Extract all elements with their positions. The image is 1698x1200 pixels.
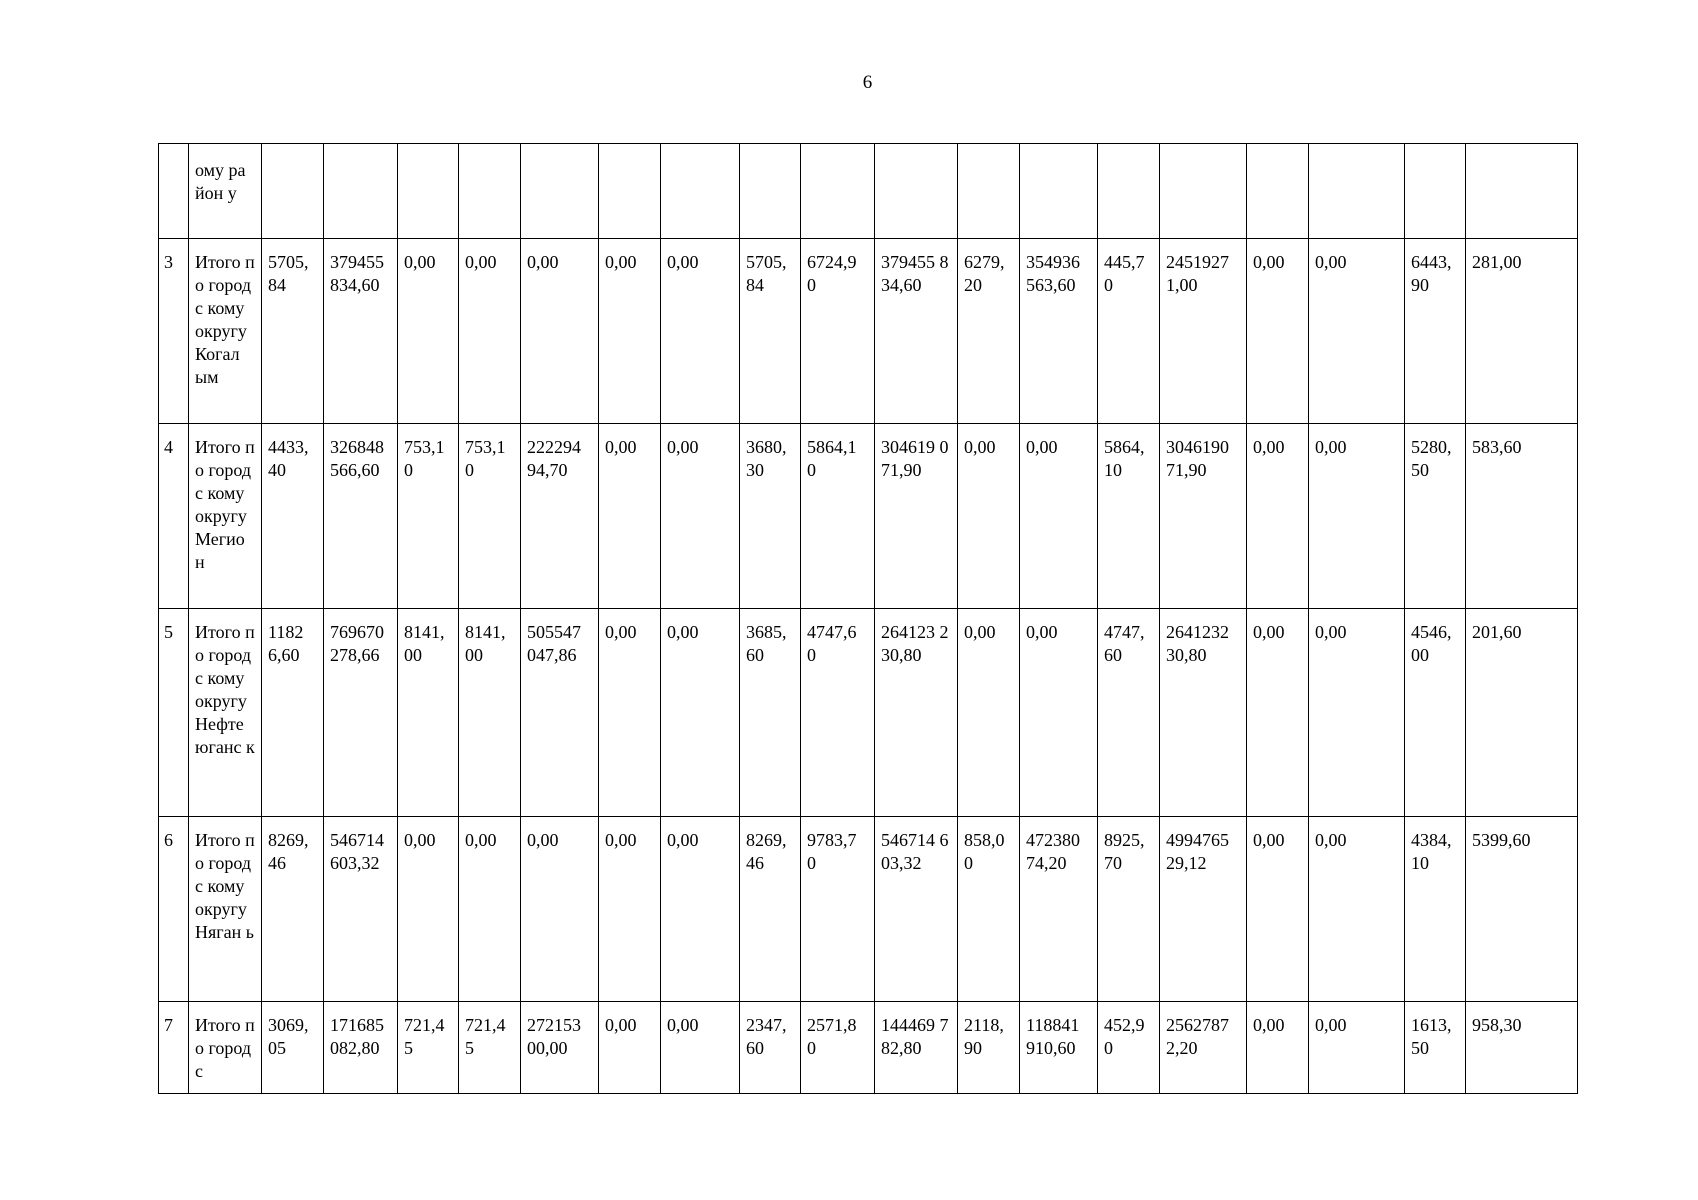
table-cell bbox=[740, 144, 801, 239]
table-cell: 4747,6 0 bbox=[801, 609, 875, 817]
table-cell: 222294 94,70 bbox=[521, 424, 599, 609]
table-cell: 9783,7 0 bbox=[801, 817, 875, 1002]
table-cell bbox=[875, 144, 958, 239]
table-cell: 6724,9 0 bbox=[801, 239, 875, 424]
table-cell: 3680, 30 bbox=[740, 424, 801, 609]
table-cell: 0,00 bbox=[459, 817, 521, 1002]
table-cell: 0,00 bbox=[958, 424, 1020, 609]
table-cell: 753,1 0 bbox=[398, 424, 459, 609]
table-cell: 0,00 bbox=[1309, 609, 1405, 817]
table-cell: 8141, 00 bbox=[459, 609, 521, 817]
table-cell: 8269, 46 bbox=[740, 817, 801, 1002]
table-cell bbox=[801, 144, 875, 239]
table-cell: 5705, 84 bbox=[740, 239, 801, 424]
table-cell: 445,7 0 bbox=[1098, 239, 1160, 424]
table-cell: 2347, 60 bbox=[740, 1002, 801, 1094]
table-cell: 858,0 0 bbox=[958, 817, 1020, 1002]
table-cell: 0,00 bbox=[1309, 424, 1405, 609]
table-cell: 171685 082,80 bbox=[324, 1002, 398, 1094]
table-cell bbox=[1466, 144, 1578, 239]
table-cell: 5705, 84 bbox=[262, 239, 324, 424]
table-cell: 505547 047,86 bbox=[521, 609, 599, 817]
table-cell: 0,00 bbox=[661, 424, 740, 609]
table-cell: 5864,1 0 bbox=[801, 424, 875, 609]
row-name-cell: Итого по городс bbox=[189, 1002, 262, 1094]
table-cell bbox=[398, 144, 459, 239]
table-cell: 0,00 bbox=[1247, 239, 1309, 424]
row-number-cell bbox=[159, 144, 189, 239]
table-cell: 0,00 bbox=[1020, 609, 1098, 817]
table-cell: 4384, 10 bbox=[1405, 817, 1466, 1002]
table-cell: 1182 6,60 bbox=[262, 609, 324, 817]
table-cell: 0,00 bbox=[958, 609, 1020, 817]
table-cell: 2571,8 0 bbox=[801, 1002, 875, 1094]
row-name-cell: ому район у bbox=[189, 144, 262, 239]
table-cell: 0,00 bbox=[599, 424, 661, 609]
table-cell: 0,00 bbox=[521, 239, 599, 424]
table-cell: 721,4 5 bbox=[459, 1002, 521, 1094]
table-cell bbox=[262, 144, 324, 239]
table-cell: 264123 230,80 bbox=[875, 609, 958, 817]
row-number-cell: 6 bbox=[159, 817, 189, 1002]
table-cell: 0,00 bbox=[1309, 239, 1405, 424]
table-cell: 0,00 bbox=[1247, 609, 1309, 817]
table-cell: 2451927 1,00 bbox=[1160, 239, 1247, 424]
table-cell: 2562787 2,20 bbox=[1160, 1002, 1247, 1094]
table-cell: 3046190 71,90 bbox=[1160, 424, 1247, 609]
table-row bbox=[159, 239, 1578, 424]
table-cell bbox=[1020, 144, 1098, 239]
table-cell: 4433, 40 bbox=[262, 424, 324, 609]
table-cell: 5864, 10 bbox=[1098, 424, 1160, 609]
row-number-cell: 4 bbox=[159, 424, 189, 609]
table-cell: 0,00 bbox=[1247, 817, 1309, 1002]
table-cell: 0,00 bbox=[398, 239, 459, 424]
table-row bbox=[159, 424, 1578, 609]
table-cell: 0,00 bbox=[1247, 424, 1309, 609]
table-cell: 769670 278,66 bbox=[324, 609, 398, 817]
table-row bbox=[159, 144, 1578, 239]
table-cell bbox=[459, 144, 521, 239]
row-name-cell: Итого по городс кому округу Мегио н bbox=[189, 424, 262, 609]
table-cell: 8141, 00 bbox=[398, 609, 459, 817]
table-cell: 0,00 bbox=[398, 817, 459, 1002]
table-cell: 0,00 bbox=[599, 817, 661, 1002]
table-cell: 0,00 bbox=[521, 817, 599, 1002]
row-name-cell: Итого по городс кому округу Нефте юганс к bbox=[189, 609, 262, 817]
table-row bbox=[159, 609, 1578, 817]
table-row bbox=[159, 817, 1578, 1002]
table-cell: 354936 563,60 bbox=[1020, 239, 1098, 424]
row-number-cell: 3 bbox=[159, 239, 189, 424]
table-cell: 0,00 bbox=[599, 239, 661, 424]
table-cell: 6443, 90 bbox=[1405, 239, 1466, 424]
table-cell: 326848 566,60 bbox=[324, 424, 398, 609]
table-cell: 118841 910,60 bbox=[1020, 1002, 1098, 1094]
table-cell: 4994765 29,12 bbox=[1160, 817, 1247, 1002]
page-number: 6 bbox=[862, 72, 873, 93]
table-cell: 452,9 0 bbox=[1098, 1002, 1160, 1094]
table-body bbox=[159, 144, 1578, 1094]
table-cell: 144469 782,80 bbox=[875, 1002, 958, 1094]
table-cell: 0,00 bbox=[1309, 817, 1405, 1002]
table-cell: 5280, 50 bbox=[1405, 424, 1466, 609]
table-cell: 1613, 50 bbox=[1405, 1002, 1466, 1094]
table-cell: 0,00 bbox=[661, 817, 740, 1002]
table-cell: 753,1 0 bbox=[459, 424, 521, 609]
table-cell bbox=[1247, 144, 1309, 239]
row-name-cell: Итого по городс кому округу Няган ь bbox=[189, 817, 262, 1002]
table-cell: 721,4 5 bbox=[398, 1002, 459, 1094]
table-cell: 472380 74,20 bbox=[1020, 817, 1098, 1002]
table-cell bbox=[1405, 144, 1466, 239]
table-cell: 3069, 05 bbox=[262, 1002, 324, 1094]
table-row bbox=[159, 1002, 1578, 1094]
table-cell: 0,00 bbox=[661, 239, 740, 424]
table-cell: 281,00 bbox=[1466, 239, 1578, 424]
table-cell bbox=[1309, 144, 1405, 239]
table-cell: 0,00 bbox=[1020, 424, 1098, 609]
table-cell: 304619 071,90 bbox=[875, 424, 958, 609]
table-cell bbox=[958, 144, 1020, 239]
table-cell: 4747, 60 bbox=[1098, 609, 1160, 817]
table-cell: 0,00 bbox=[599, 1002, 661, 1094]
table-cell bbox=[521, 144, 599, 239]
table-cell: 8925, 70 bbox=[1098, 817, 1160, 1002]
table-cell: 0,00 bbox=[599, 609, 661, 817]
table-cell: 0,00 bbox=[661, 1002, 740, 1094]
table-cell: 201,60 bbox=[1466, 609, 1578, 817]
table-cell bbox=[661, 144, 740, 239]
table-cell: 272153 00,00 bbox=[521, 1002, 599, 1094]
row-number-cell: 5 bbox=[159, 609, 189, 817]
data-table bbox=[158, 143, 1578, 1094]
table-cell bbox=[324, 144, 398, 239]
table-cell: 8269, 46 bbox=[262, 817, 324, 1002]
table-cell: 0,00 bbox=[1247, 1002, 1309, 1094]
table-cell bbox=[1160, 144, 1247, 239]
table-cell: 3685, 60 bbox=[740, 609, 801, 817]
table-cell: 546714 603,32 bbox=[324, 817, 398, 1002]
table-cell: 379455 834,60 bbox=[324, 239, 398, 424]
row-name-cell: Итого по городс кому округу Когал ым bbox=[189, 239, 262, 424]
table-cell: 379455 834,60 bbox=[875, 239, 958, 424]
table-cell: 546714 603,32 bbox=[875, 817, 958, 1002]
table-cell: 4546, 00 bbox=[1405, 609, 1466, 817]
table-cell: 0,00 bbox=[459, 239, 521, 424]
table-cell: 0,00 bbox=[1309, 1002, 1405, 1094]
table-cell: 5399,60 bbox=[1466, 817, 1578, 1002]
table-cell: 0,00 bbox=[661, 609, 740, 817]
table-cell bbox=[599, 144, 661, 239]
table-cell: 6279, 20 bbox=[958, 239, 1020, 424]
table-cell: 583,60 bbox=[1466, 424, 1578, 609]
row-number-cell: 7 bbox=[159, 1002, 189, 1094]
table-cell bbox=[1098, 144, 1160, 239]
table-cell: 958,30 bbox=[1466, 1002, 1578, 1094]
table-cell: 2118, 90 bbox=[958, 1002, 1020, 1094]
table-cell: 2641232 30,80 bbox=[1160, 609, 1247, 817]
